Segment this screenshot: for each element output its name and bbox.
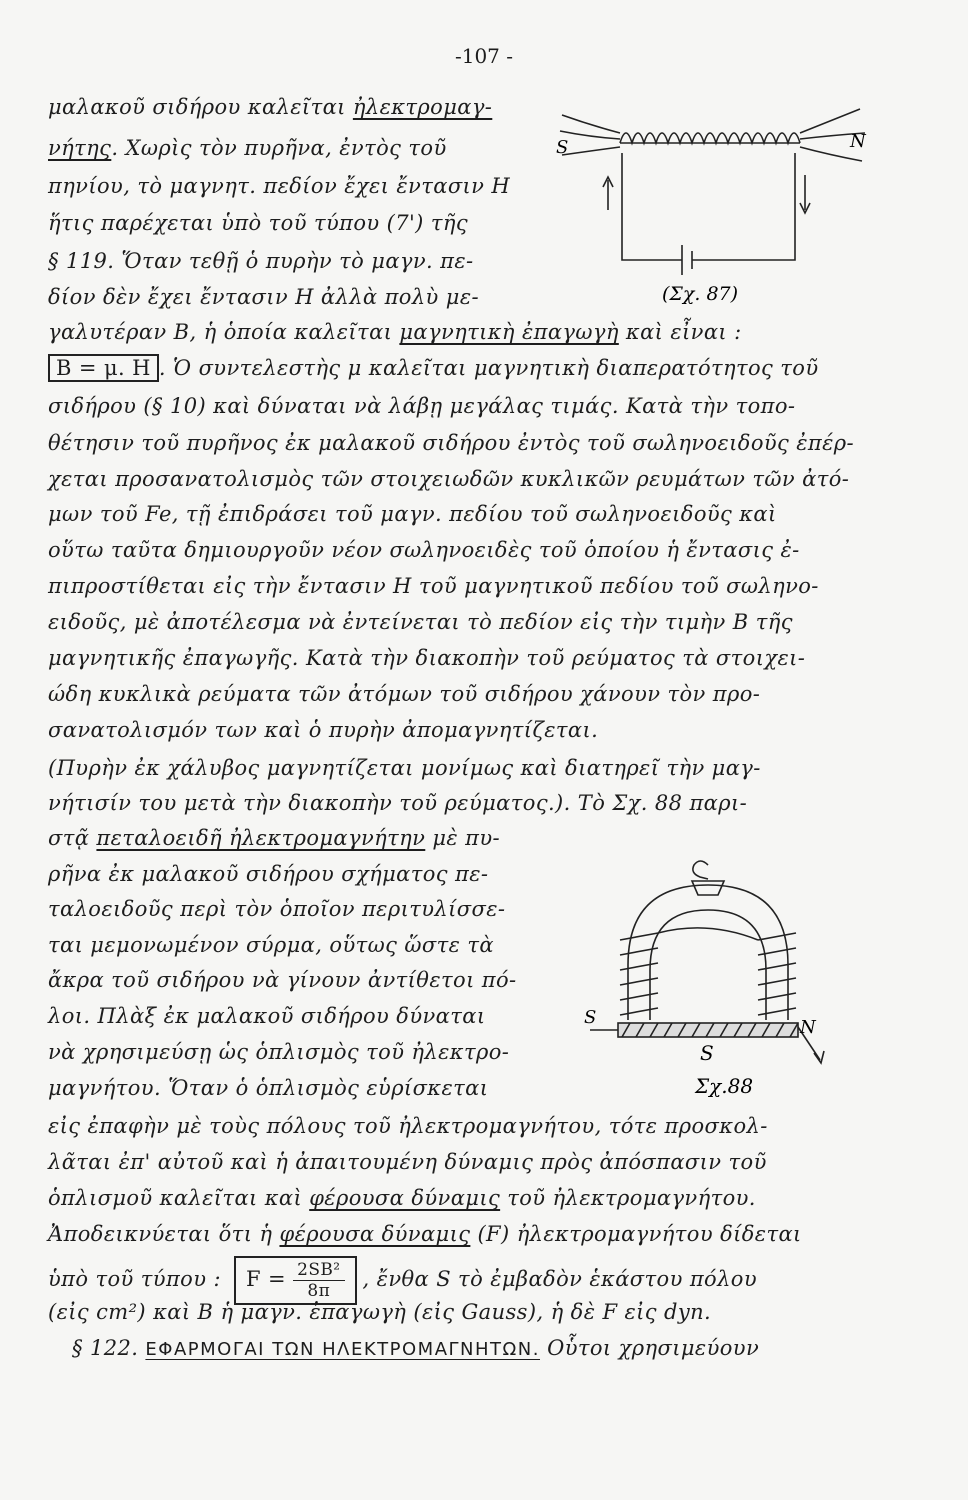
text-line-21: στᾷ πεταλοειδῆ ἠλεκτρομαγνήτην μὲ πυ-	[48, 826, 501, 850]
text-line-4: ἥτις παρέχεται ὑπὸ τοῦ τύπου (7') τῆς	[48, 211, 468, 235]
fig87-label: (Σχ. 87)	[662, 283, 739, 305]
text-line-5: § 119. Ὅταν τεθῇ ὁ πυρὴν τὸ μαγν. πε-	[48, 249, 474, 273]
b-formula-box: Β = μ. Η	[48, 354, 159, 382]
text-line-6: δίον δὲν ἔχει ἔντασιν Η ἀλλὰ πολὺ με-	[48, 285, 479, 309]
figure-88-horseshoe-electromagnet	[580, 855, 840, 1110]
text-line-34: (εἰς cm²) καὶ Β ἡ μαγν. ἐπαγωγὴ (εἰς Gauss), ἡ δὲ F εἰς dyn.	[48, 1300, 712, 1324]
text-line-19: (Πυρὴν ἐκ χάλυβος μαγνητίζεται μονίμως καὶ διατηρεῖ τὴν μαγ-	[48, 756, 761, 780]
f-fraction: $\frac{\text{2SB²}}{8\pi}$	[293, 1260, 344, 1301]
text-line-14: πιπροστίθεται εἰς τὴν ἔντασιν Η τοῦ μαγνητικοῦ πεδίου τοῦ σωληνο-	[48, 574, 819, 598]
text-line-17: ώδη κυκλικὰ ρεύματα τῶν ἀτόμων τοῦ σιδήρου χάνουν τὸν προ-	[48, 682, 761, 706]
text-line-31: ὁπλισμοῦ καλεῖται καὶ φέρουσα δύναμις τοῦ ἠλεκτρομαγνήτου.	[48, 1186, 756, 1210]
text-line-12: μων τοῦ Fe, τῇ ἐπιδράσει τοῦ μαγν. πεδίου τοῦ σωληνοειδοῦς καὶ	[48, 502, 777, 526]
text-line-22: ρῆνα ἐκ μαλακοῦ σιδήρου σχήματος πε-	[48, 862, 489, 886]
fig87-pole-n: N	[850, 131, 866, 152]
text-line-23: ταλοειδοῦς περὶ τὸν ὁποῖον περιτυλίσσε-	[48, 897, 506, 921]
f-formula-box: F = $\frac{\text{2SB²}}{8\pi}$	[234, 1256, 357, 1305]
text-line-24: ται μεμονωμένον σύρμα, οὕτως ὥστε τὰ	[48, 933, 495, 957]
text-line-28: μαγνήτου. Ὅταν ὁ ὁπλισμὸς εὑρίσκεται	[48, 1076, 489, 1100]
text-line-15: ειδοῦς, μὲ ἀποτέλεσμα νὰ ἐντείνεται τὸ πεδίον εἰς τὴν τιμὴν Β τῆς	[48, 610, 793, 634]
text-line-10: θέτησιν τοῦ πυρῆνος ἐκ μαλακοῦ σιδήρου ἐντὸς τοῦ σωληνοειδοῦς ἐπέρ-	[48, 431, 855, 455]
text-line-30: λᾶται ἐπ' αὐτοῦ καὶ ἡ ἀπαιτουμένη δύναμις πρὸς ἀπόσπασιν τοῦ	[48, 1150, 767, 1174]
text-line-27: νὰ χρησιμεύσῃ ὡς ὁπλισμὸς τοῦ ἠλεκτρο-	[48, 1040, 510, 1064]
text-line-18: σανατολισμόν των καὶ ὁ πυρὴν ἀπομαγνητίζεται.	[48, 718, 599, 742]
text-line-26: λοι. Πλὰξ ἐκ μαλακοῦ σιδήρου δύναται	[48, 1004, 486, 1028]
text-line-3: πηνίου, τὸ μαγνητ. πεδίον ἔχει ἔντασιν Η	[48, 174, 511, 198]
text-line-9: σιδήρου (§ 10) καὶ δύναται νὰ λάβῃ μεγάλας τιμάς. Κατὰ τὴν τοπο-	[48, 394, 796, 418]
text-line-13: οὕτω ταῦτα δημιουργοῦν νέον σωληνοειδὲς τοῦ ὁποίου ἡ ἔντασις ἐ-	[48, 538, 800, 562]
text-line-1: μαλακοῦ σιδήρου καλεῖται ἠλεκτρομαγ-	[48, 95, 493, 119]
section-122-heading: § 122. ΕΦΑΡΜΟΓΑΙ ΤΩΝ ΗΛΕΚΤΡΟΜΑΓΝΗΤΩΝ. Οὗτοι χρησιμεύουν	[72, 1336, 760, 1360]
text-line-32: Ἀποδεικνύεται ὅτι ἡ φέρουσα δύναμις (F) ἠλεκτρομαγνήτου δίδεται	[48, 1222, 802, 1246]
text-line-29: εἰς ἐπαφὴν μὲ τοὺς πόλους τοῦ ἠλεκτρομαγνήτου, τότε προσκολ-	[48, 1114, 768, 1138]
fig88-pole-s: S	[584, 1007, 597, 1028]
fig88-armature-label: S	[700, 1041, 714, 1065]
text-line-16: μαγνητικῆς ἐπαγωγῆς. Κατὰ τὴν διακοπὴν τοῦ ρεύματος τὰ στοιχει-	[48, 646, 806, 670]
text-line-11: χεται προσανατολισμὸς τῶν στοιχειωδῶν κυκλικῶν ρευμάτων τῶν ἀτό-	[48, 467, 850, 491]
fig88-pole-n: N	[800, 1017, 816, 1038]
fig87-pole-s: S	[556, 137, 569, 158]
fig88-label: Σχ.88	[695, 1074, 754, 1098]
text-line-25: ἄκρα τοῦ σιδήρου νὰ γίνουν ἀντίθετοι πό-	[48, 968, 517, 992]
figure-87-solenoid	[550, 95, 880, 305]
text-line-7: γαλυτέραν Β, ἡ ὁποία καλεῖται μαγνητικὴ ἐπαγωγὴ καὶ εἶναι :	[48, 320, 742, 344]
text-line-20: νήτισίν του μετὰ τὴν διακοπὴν τοῦ ρεύματος.). Τὸ Σχ. 88 παρι-	[48, 791, 748, 815]
text-line-33: ὑπὸ τοῦ τύπου : F = $\frac{\text{2SB²}}{8\pi}$ , ἔνθα S τὸ ἐμβαδὸν ἑκάστου πόλου	[48, 1256, 757, 1305]
page-number: -107 -	[454, 44, 514, 68]
text-line-2: νήτης. Χωρὶς τὸν πυρῆνα, ἐντὸς τοῦ	[48, 136, 447, 160]
text-line-8: Β = μ. Η . Ὁ συντελεστὴς μ καλεῖται μαγνητικὴ διαπερατότητος τοῦ	[48, 356, 819, 380]
